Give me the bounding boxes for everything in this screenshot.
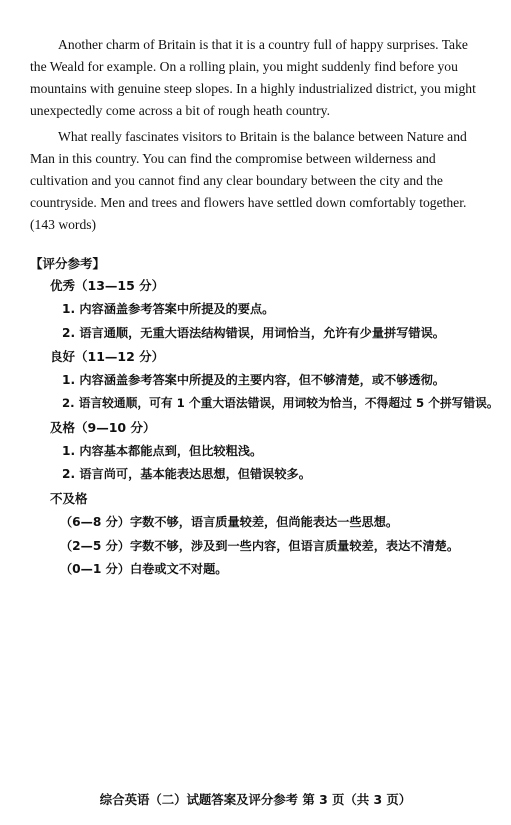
passage-line: Man in this country. You can find the compromise between wilderness and bbox=[30, 151, 436, 166]
rubric-item: 2. 语言尚可，基本能表达思想，但错误较多。 bbox=[62, 467, 311, 481]
rubric-item: 1. 内容基本都能点到，但比较粗浅。 bbox=[62, 444, 263, 458]
rubric-item: （0—1 分）白卷或文不对题。 bbox=[60, 562, 228, 576]
grade-fail-heading: 不及格 bbox=[50, 491, 88, 506]
passage-paragraph-1 bbox=[30, 34, 500, 122]
word-count: (143 words) bbox=[30, 217, 97, 232]
passage-line: Another charm of Britain is that it is a country full of happy surprises. Take bbox=[58, 37, 468, 52]
rubric-item: 2. 语言较通顺，可有 1 个重大语法错误，用词较为恰当，不得超过 5 个拼写错误。 bbox=[62, 396, 499, 410]
rubric-item: （6—8 分）字数不够，语言质量较差，但尚能表达一些思想。 bbox=[60, 515, 399, 529]
rubric-item: 1. 内容涵盖参考答案中所提及的主要内容，但不够清楚，或不够透彻。 bbox=[62, 373, 445, 387]
grade-excellent-heading: 优秀（13—15 分） bbox=[50, 278, 165, 293]
rubric-item: 2. 语言通顺，无重大语法结构错误，用词恰当，允许有少量拼写错误。 bbox=[62, 326, 445, 340]
rubric-title: 【评分参考】 bbox=[30, 256, 106, 271]
passage-line: What really fascinates visitors to Britain is the balance between Nature and bbox=[58, 129, 467, 144]
passage-line: countryside. Men and trees and flowers have settled down comfortably together. bbox=[30, 195, 467, 210]
grade-pass-heading: 及格（9—10 分） bbox=[50, 420, 156, 435]
grade-good-heading: 良好（11—12 分） bbox=[50, 349, 165, 364]
passage-line: the Weald for example. On a rolling plain, you might suddenly find before you bbox=[30, 59, 458, 74]
passage-paragraph-2 bbox=[30, 126, 500, 236]
passage-line: cultivation and you cannot find any clear boundary between the city and the bbox=[30, 173, 443, 188]
passage-line: mountains with genuine steep slopes. In a highly industrialized district, you might bbox=[30, 81, 476, 96]
rubric-item: （2—5 分）字数不够，涉及到一些内容，但语言质量较差，表达不清楚。 bbox=[60, 539, 460, 553]
rubric-item: 1. 内容涵盖参考答案中所提及的要点。 bbox=[62, 302, 275, 316]
page-footer: 综合英语（二）试题答案及评分参考 第 3 页（共 3 页） bbox=[99, 792, 412, 807]
passage-line: unexpectedly come across a bit of rough heath country. bbox=[30, 103, 330, 118]
